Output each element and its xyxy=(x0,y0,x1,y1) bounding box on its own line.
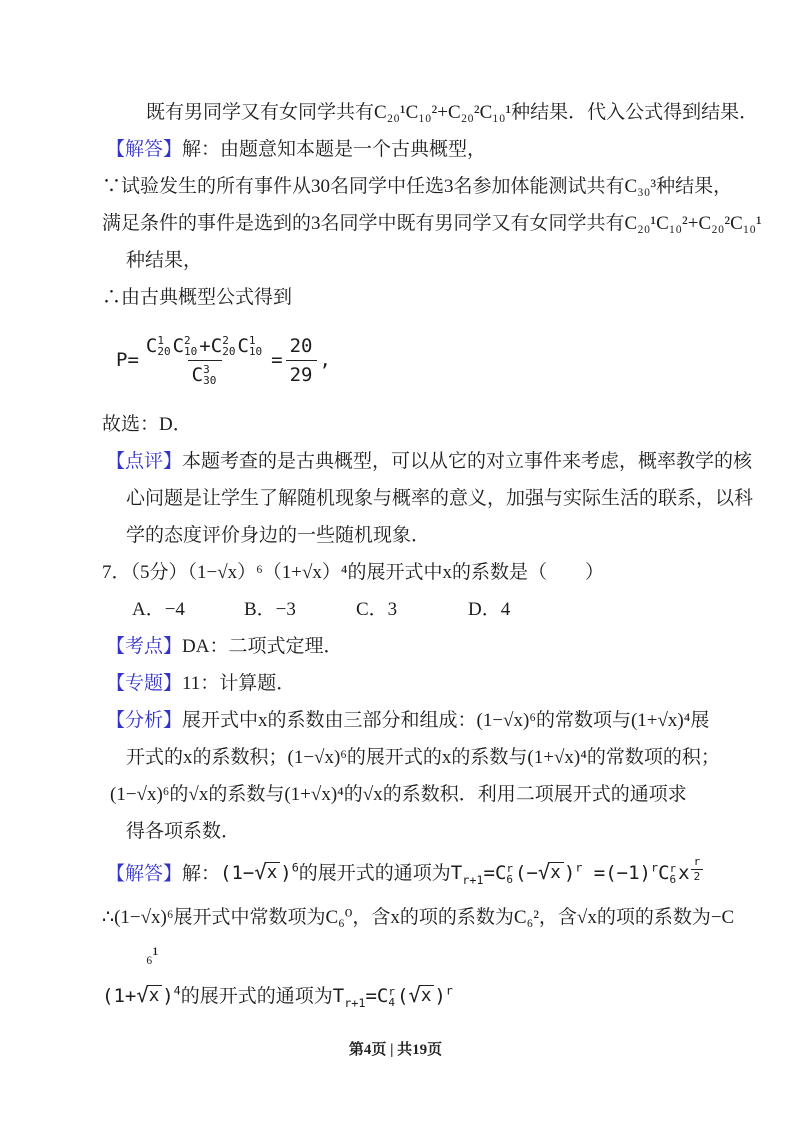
q7-fenxi-line: 得各项系数． xyxy=(126,821,241,842)
q6-comment-line: 学的态度评价身边的一些随机现象． xyxy=(126,525,431,546)
q7-kaodian-line xyxy=(102,628,694,665)
page-footer: 第4页 | 共19页 xyxy=(348,1042,443,1058)
q7-fenxi-line: (1−√x)⁶的√x的系数与(1+√x)⁴的√x的系数积．利用二项展开式的通项求 xyxy=(110,784,687,805)
q6-classical-line: ∴由古典概型公式得到 xyxy=(102,287,293,308)
fenxi-label: 【分析】 xyxy=(106,710,183,731)
q7-jieda-line3 xyxy=(102,973,694,1022)
zhuanti-text: 11：计算题． xyxy=(182,673,296,694)
q6-condition-wrap: 种结果， xyxy=(126,250,203,271)
option-c: C．3 xyxy=(356,599,398,620)
option-d: D．4 xyxy=(468,599,511,620)
q7-fenxi-line: 开式的x的系数积；(1−√x)⁶的展开式的x的系数与(1+√x)⁴的常数项的积； xyxy=(126,747,720,768)
kaodian-label: 【考点】 xyxy=(106,636,183,657)
q6-conclusion: 故选：D． xyxy=(102,414,192,435)
comment-label: 【点评】 xyxy=(106,451,183,472)
answer-intro: 解：由题意知本题是一个古典概型， xyxy=(182,139,487,160)
answer-label: 【解答】 xyxy=(106,139,183,160)
q6-result-line: 既有男同学又有女同学共有C₂₀¹C₁₀²+C₂₀²C₁₀¹种结果．代入公式得到结果． xyxy=(146,102,759,123)
q7-fenxi-line xyxy=(102,702,710,739)
general-term-formula-6: (1− √ x )$^6$的展开式的通项为$T_{r+1}=C$ r 6 (− √ x )$^r =(-1)^rC$ r 6 x $\frac{r}{2}$ xyxy=(220,862,703,884)
general-term-formula-4: (1+ √ x )$^4$的展开式的通项为$T_{r+1}=C$ r 4 ( √ x )$^r$ xyxy=(102,983,453,1011)
q6-answer-line xyxy=(102,131,694,168)
comment-text: 本题考查的是古典概型，可以从它的对立事件来考虑，概率教学的核 xyxy=(182,451,753,472)
zhuanti-label: 【专题】 xyxy=(106,673,183,694)
q7-jieda-line2-wrap: ₆¹ xyxy=(146,944,159,966)
q7-zhuanti-line xyxy=(102,665,694,702)
jieda-intro: 解： xyxy=(182,863,221,885)
q7-jieda-line2: ∴(1−√x)⁶展开式中常数项为C₆⁰，含x的项的系数为C₆²，含√x的项的系数为−C xyxy=(102,907,735,929)
q6-comment-line: 心问题是让学生了解随机现象与概率的意义，加强与实际生活的联系，以科 xyxy=(126,488,754,509)
q6-comment-line xyxy=(102,443,753,480)
fenxi-text: 展开式中x的系数由三部分和组成：(1−√x)⁶的常数项与(1+√x)⁴展 xyxy=(182,710,710,731)
document-page xyxy=(102,94,762,1022)
probability-formula: P= C 1 20 C 2 10 + C 2 20 C 1 10 C 3 30 = $\frac{20}{29}$ , xyxy=(116,333,331,387)
q7-jieda-line1 xyxy=(102,850,701,899)
q7-options xyxy=(102,591,694,628)
kaodian-text: DA：二项式定理． xyxy=(182,636,343,657)
option-a: A．−4 xyxy=(132,599,185,620)
q6-condition-line: 满足条件的事件是选到的3名同学中既有男同学又有女同学共有C₂₀¹C₁₀²+C₂₀²C₁₀¹ xyxy=(102,213,762,234)
q6-events-line: ∵试验发生的所有事件从30名同学中任选3名参加体能测试共有C₃₀³种结果， xyxy=(102,176,733,197)
jieda-label: 【解答】 xyxy=(106,863,183,885)
option-b: B．−3 xyxy=(244,599,296,620)
q7-stem: 7．（5分）（1−√x）⁶（1+√x）⁴的展开式中x的系数是（ ） xyxy=(102,562,605,583)
